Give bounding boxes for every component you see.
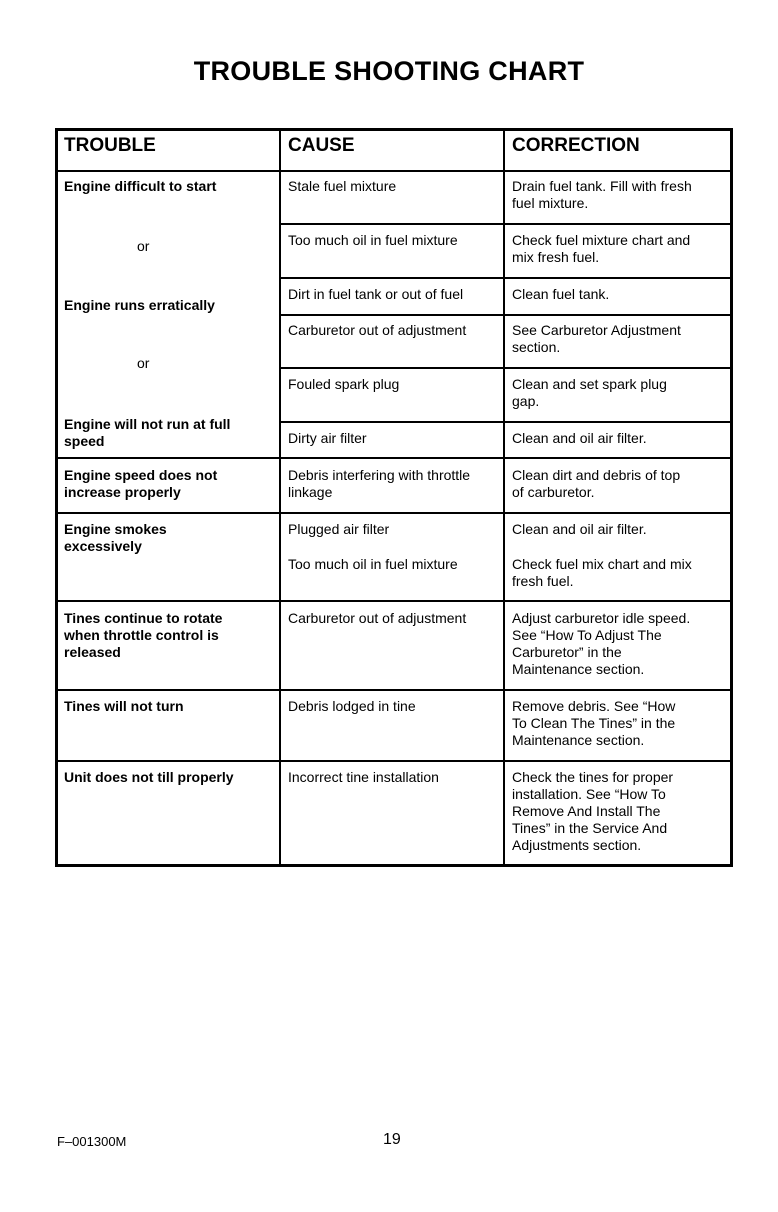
trouble-cell: Tines will not turn xyxy=(64,698,184,714)
cause-cell: Too much oil in fuel mixture xyxy=(288,556,458,572)
document-code: F–001300M xyxy=(57,1134,127,1149)
correction-cell: Check fuel mixture chart and xyxy=(512,232,691,248)
correction-cell: Clean and oil air filter. xyxy=(512,430,647,446)
correction-cell: mix fresh fuel. xyxy=(512,249,600,265)
row-divider xyxy=(55,457,733,459)
trouble-cell: when throttle control is xyxy=(64,627,219,643)
header-divider xyxy=(55,170,733,172)
trouble-cell: Engine smokes xyxy=(64,521,167,537)
cause-cell: Plugged air filter xyxy=(288,521,390,537)
trouble-cell: Unit does not till properly xyxy=(64,769,234,785)
subrow-divider xyxy=(279,367,733,369)
table-border-left xyxy=(55,128,58,867)
cause-cell: Incorrect tine installation xyxy=(288,769,439,785)
trouble-cell: increase properly xyxy=(64,484,181,500)
table-border-bottom xyxy=(55,864,733,867)
column-divider-1 xyxy=(279,128,281,867)
subrow-divider xyxy=(279,277,733,279)
cause-cell: Fouled spark plug xyxy=(288,376,400,392)
cause-cell: Carburetor out of adjustment xyxy=(288,322,467,338)
trouble-cell: excessively xyxy=(64,538,142,554)
row-divider xyxy=(55,512,733,514)
correction-cell: Carburetor” in the xyxy=(512,644,622,660)
trouble-cell: released xyxy=(64,644,121,660)
page-title: TROUBLE SHOOTING CHART xyxy=(193,56,585,86)
correction-cell: Check the tines for proper xyxy=(512,769,674,785)
cause-cell: Carburetor out of adjustment xyxy=(288,610,467,626)
correction-cell: Adjust carburetor idle speed. xyxy=(512,610,691,626)
column-divider-2 xyxy=(503,128,505,867)
subrow-divider xyxy=(279,223,733,225)
cause-cell: Debris lodged in tine xyxy=(288,698,416,714)
trouble-cell: Tines continue to rotate xyxy=(64,610,223,626)
correction-cell: Clean fuel tank. xyxy=(512,286,610,302)
row-divider xyxy=(55,600,733,602)
cause-cell: Stale fuel mixture xyxy=(288,178,397,194)
trouble-cell: Engine runs erratically xyxy=(64,297,215,313)
correction-cell: gap. xyxy=(512,393,540,409)
subrow-divider xyxy=(279,314,733,316)
correction-cell: Clean and oil air filter. xyxy=(512,521,647,537)
correction-cell: installation. See “How To xyxy=(512,786,666,802)
header-cause: CAUSE xyxy=(288,135,355,156)
correction-cell: fresh fuel. xyxy=(512,573,574,589)
correction-cell: See Carburetor Adjustment xyxy=(512,322,681,338)
cause-cell: Dirt in fuel tank or out of fuel xyxy=(288,286,464,302)
cause-cell: Debris interfering with throttle xyxy=(288,467,471,483)
correction-cell: Clean dirt and debris of top xyxy=(512,467,681,483)
or-label: or xyxy=(137,238,150,254)
row-divider xyxy=(55,760,733,762)
cause-cell: Dirty air filter xyxy=(288,430,367,446)
correction-cell: See “How To Adjust The xyxy=(512,627,662,643)
correction-cell: section. xyxy=(512,339,561,355)
or-label: or xyxy=(137,355,150,371)
trouble-cell: speed xyxy=(64,433,105,449)
row-divider xyxy=(55,689,733,691)
trouble-cell: Engine difficult to start xyxy=(64,178,217,194)
correction-cell: Clean and set spark plug xyxy=(512,376,667,392)
cause-cell: linkage xyxy=(288,484,333,500)
header-correction: CORRECTION xyxy=(512,135,640,156)
correction-cell: Drain fuel tank. Fill with fresh xyxy=(512,178,692,194)
table-border-top xyxy=(55,128,733,131)
correction-cell: Check fuel mix chart and mix xyxy=(512,556,692,572)
header-trouble: TROUBLE xyxy=(64,135,156,156)
correction-cell: Maintenance section. xyxy=(512,661,645,677)
correction-cell: To Clean The Tines” in the xyxy=(512,715,676,731)
subrow-divider xyxy=(279,421,733,423)
correction-cell: Remove debris. See “How xyxy=(512,698,676,714)
correction-cell: Adjustments section. xyxy=(512,837,642,853)
correction-cell: Remove And Install The xyxy=(512,803,661,819)
cause-cell: Too much oil in fuel mixture xyxy=(288,232,458,248)
correction-cell: Maintenance section. xyxy=(512,732,645,748)
page-number: 19 xyxy=(383,1131,401,1148)
table-border-right xyxy=(730,128,733,867)
correction-cell: Tines” in the Service And xyxy=(512,820,668,836)
correction-cell: fuel mixture. xyxy=(512,195,589,211)
trouble-cell: Engine will not run at full xyxy=(64,416,231,432)
trouble-cell: Engine speed does not xyxy=(64,467,218,483)
correction-cell: of carburetor. xyxy=(512,484,595,500)
